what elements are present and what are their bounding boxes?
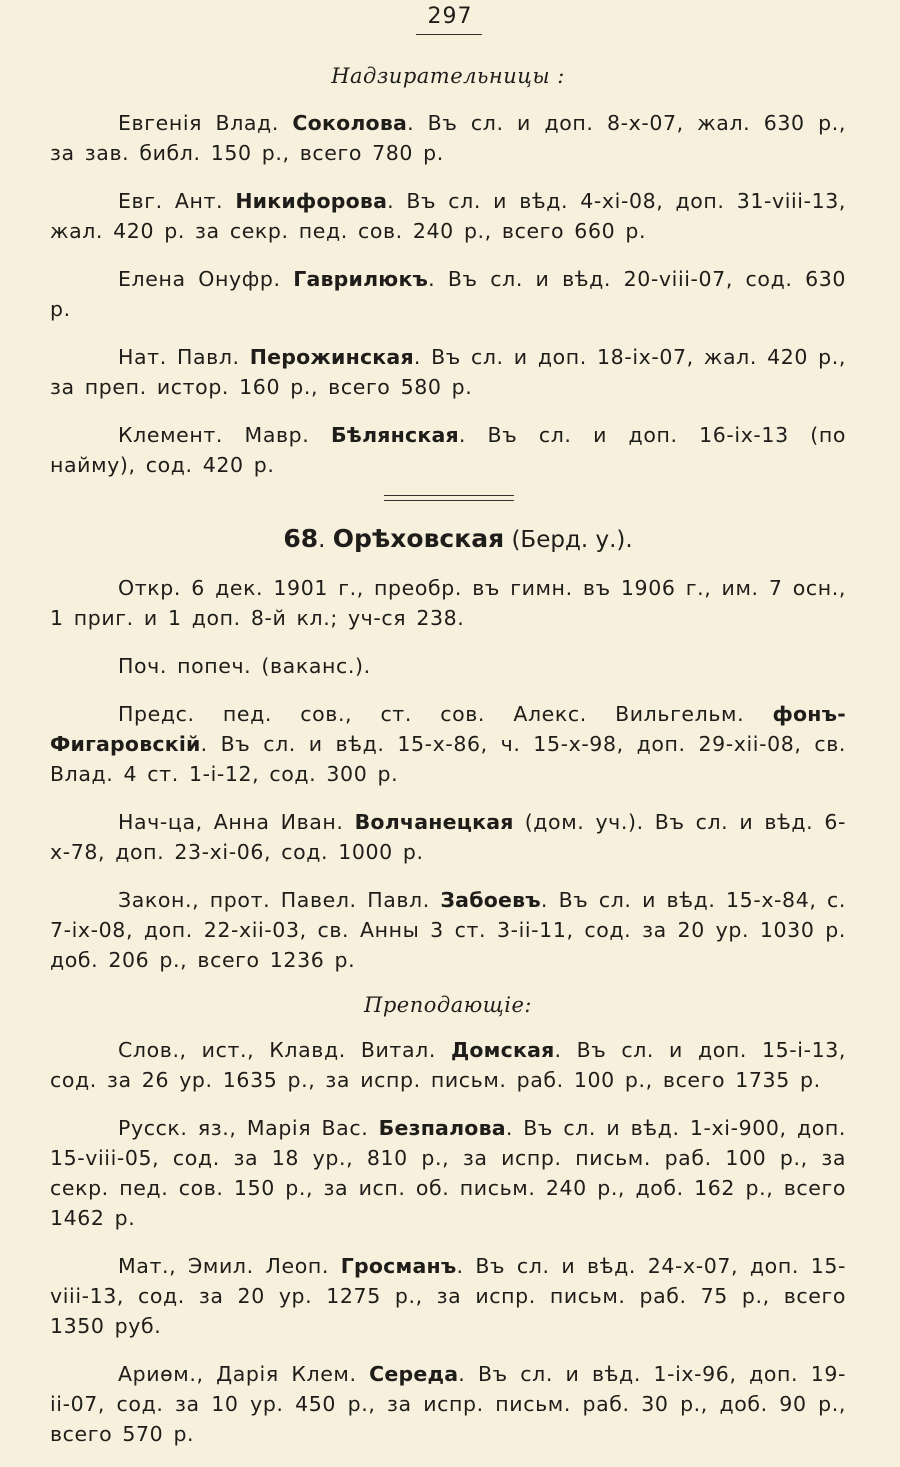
entry-post: . Въ сл. и доп. 18-іх-07, жал. 420 р., за преп. истор. 160 р., всего 580 р. <box>50 345 846 399</box>
entry-surname: Гаврилюкъ <box>293 267 429 291</box>
entry-pre: Клемент. Мавр. <box>118 423 331 447</box>
divider-line <box>384 495 514 496</box>
entry-surname: Середа <box>369 1362 459 1386</box>
entry <box>50 1113 846 1233</box>
entry-post: . Въ сл. и вѣд. 1-хі-900, доп. 15-vііі-05, сод. за 18 ур., 810 р., за испр. письм. раб. 100 р., за секр. пед. сов. 150 р., за исп. об. письм. 240 р., доб. 162 р., всего 1462 р. <box>50 1116 846 1230</box>
entry-surname: Никифорова <box>235 189 388 213</box>
entry <box>50 420 846 480</box>
entry-surname: Бѣлянская <box>330 423 459 447</box>
entry-post: . Въ сл. и вѣд. 24-х-07, доп. 15-vііі-13, сод. за 20 ур. 1275 р., за испр. письм. раб. 75 р., всего 1350 руб. <box>50 1254 846 1338</box>
entry <box>50 573 846 633</box>
school-info-list <box>50 573 846 975</box>
entry-surname: Волчанецкая <box>354 810 514 834</box>
entry <box>50 885 846 975</box>
entry-post: . Въ сл. и доп. 16-іх-13 (по найму), сод. 420 р. <box>50 423 847 477</box>
entry <box>50 1035 846 1095</box>
entry-pre: Нач-ца, Анна Иван. <box>118 810 355 834</box>
entry <box>50 264 846 324</box>
section-title-supervisors: Надзирательницы : <box>331 64 565 88</box>
supervisors-list <box>50 108 846 480</box>
entry-post: . Въ сл. и доп. 15-і-13, сод. за 26 ур. 1635 р., за испр. письм. раб. 100 р., всего 1735 р. <box>50 1038 846 1092</box>
entry-surname: Перожинская <box>249 345 414 369</box>
section-title-teachers: Преподающіе: <box>364 993 532 1017</box>
entry-pre: Нат. Павл. <box>118 345 250 369</box>
entry-pre: Ариѳм., Дарія Клем. <box>118 1362 370 1386</box>
entry-pre: Закон., прот. Павел. Павл. <box>118 888 441 912</box>
entry-surname: Забоевъ <box>440 888 541 912</box>
entry-surname: Безпалова <box>378 1116 506 1140</box>
entry <box>50 807 846 867</box>
entry-surname: фонъ-Фигаровскій <box>50 702 846 756</box>
school-number: 68 <box>283 524 319 553</box>
entry-pre: Предс. пед. сов., ст. сов. Алекс. Вильгельм. <box>118 702 773 726</box>
teachers-list <box>50 1035 846 1449</box>
entry-pre: Поч. попеч. (ваканс.). <box>118 654 371 678</box>
school-name: Орѣховская <box>332 524 505 553</box>
entry-surname: Соколова <box>292 111 408 135</box>
entry <box>50 108 846 168</box>
entry-pre: Слов., ист., Клавд. Витал. <box>118 1038 451 1062</box>
entry <box>50 699 846 789</box>
entry-pre: Мат., Эмил. Леоп. <box>118 1254 341 1278</box>
entry-post: . Въ сл. и вѣд. 1-іх-96, доп. 19-іі-07, сод. за 10 ур. 450 р., за испр. письм. раб. 30 р., доб. 90 р., всего 570 р. <box>50 1362 846 1446</box>
divider-line <box>384 500 514 501</box>
entry-pre: Елена Онуфр. <box>118 267 294 291</box>
entry-post: . Въ сл. и вѣд. 4-хі-08, доп. 31-vііі-13, жал. 420 р. за секр. пед. сов. 240 р., всего 660 р. <box>50 189 846 243</box>
entry <box>50 342 846 402</box>
school-district: (Берд. у.). <box>511 527 633 553</box>
entry <box>50 651 846 681</box>
entry-post: . Въ сл. и вѣд. 20-vііі-07, сод. 630 р. <box>50 267 846 321</box>
page-number-rule <box>416 34 482 35</box>
entry-post: (дом. уч.). Въ сл. и вѣд. 6-х-78, доп. 23-хі-06, сод. 1000 р. <box>50 810 846 864</box>
entry <box>50 186 846 246</box>
page-content <box>50 60 846 1467</box>
entry-post: . Въ сл. и доп. 8-х-07, жал. 630 р., за зав. библ. 150 р., всего 780 р. <box>50 111 846 165</box>
entry-pre: Откр. 6 дек. 1901 г., преобр. въ гимн. въ 1906 г., им. 7 осн., 1 приг. и 1 доп. 8-й кл.; уч-ся 238. <box>50 576 846 630</box>
entry-post: . Въ сл. и вѣд. 15-х-86, ч. 15-х-98, доп. 29-хіі-08, св. Влад. 4 ст. 1-і-12, сод. 300 р. <box>50 732 846 786</box>
entry <box>50 1359 846 1449</box>
entry-pre: Евгенія Влад. <box>118 111 293 135</box>
section-divider <box>50 492 846 506</box>
entry-post: . Въ сл. и вѣд. 15-х-84, с. 7-іх-08, доп. 22-хіі-03, св. Анны 3 ст. 3-іі-11, сод. за 20 ур. 1030 р. доб. 206 р., всего 1236 р. <box>50 888 846 972</box>
entry-pre: Евг. Ант. <box>118 189 236 213</box>
page-number: 297 <box>427 4 473 29</box>
entry-surname: Гросманъ <box>340 1254 457 1278</box>
entry-surname: Домская <box>450 1038 555 1062</box>
school-heading: 68. Орѣховская (Берд. у.). <box>283 524 633 553</box>
entry <box>50 1251 846 1341</box>
entry-pre: Русск. яз., Марія Вас. <box>118 1116 379 1140</box>
